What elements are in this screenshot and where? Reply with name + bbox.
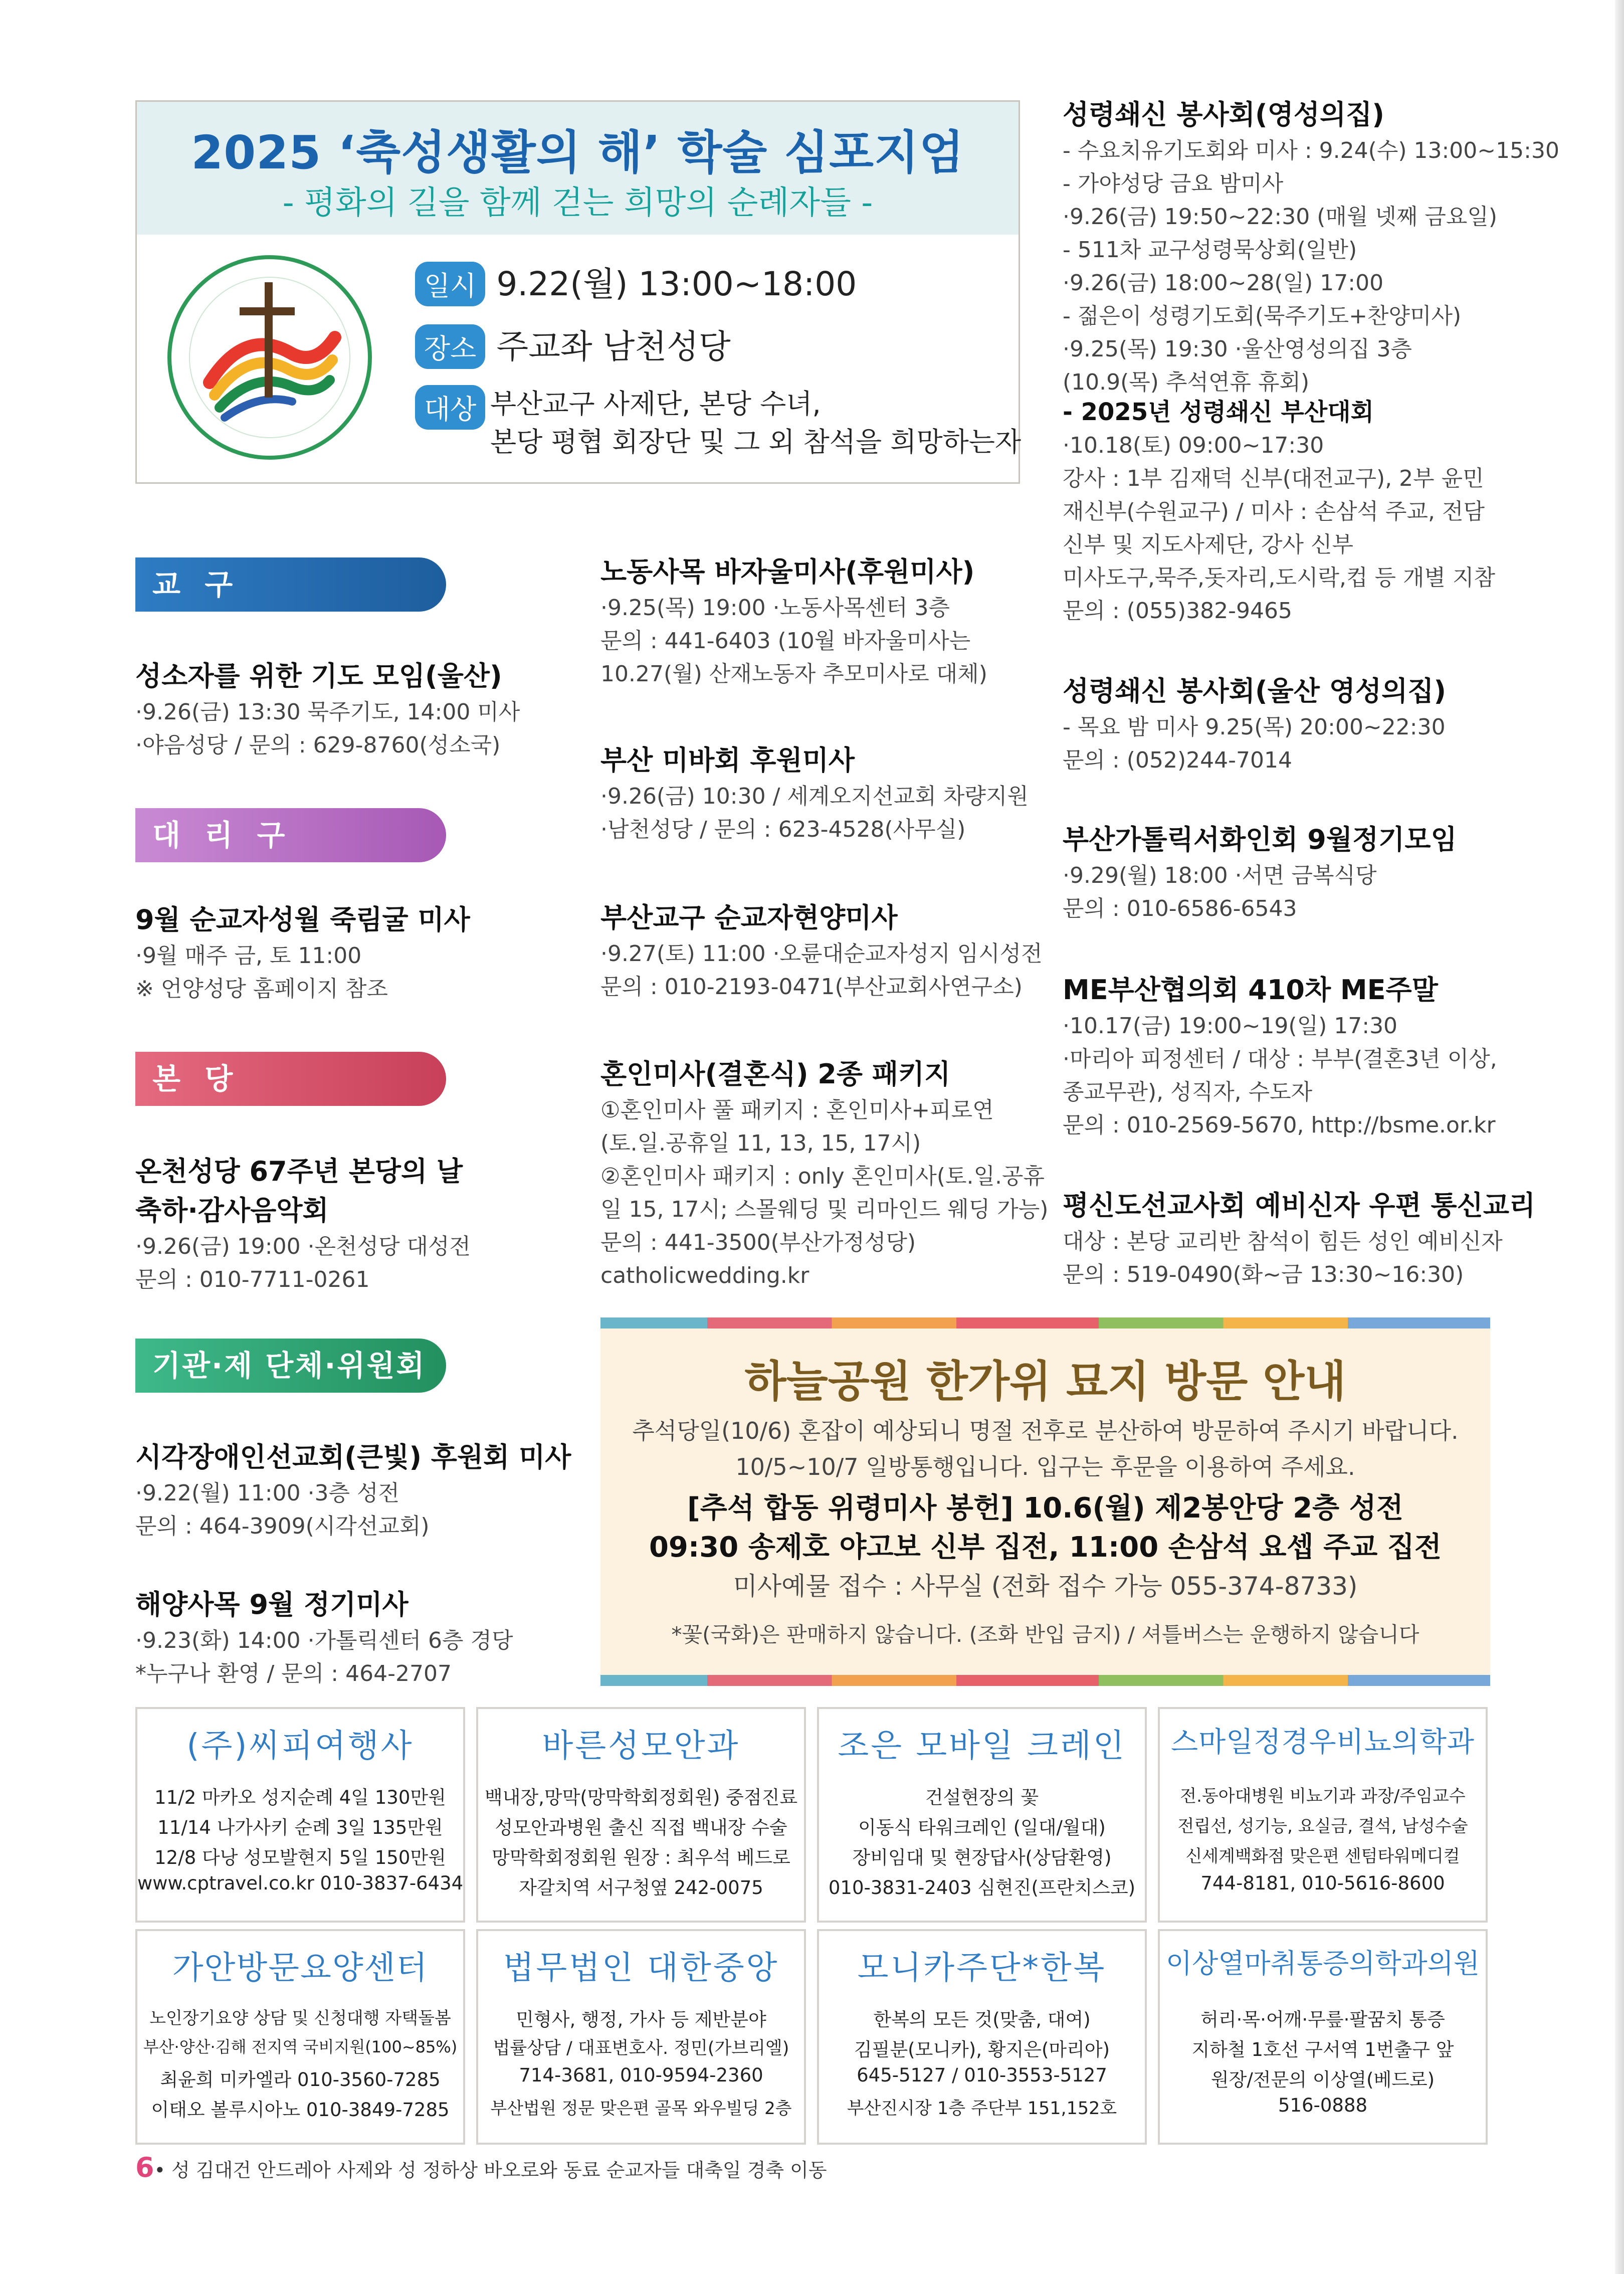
ad-line: 자갈치역 서구청옆 242-0075 <box>519 1877 763 1899</box>
event-line: 문의 : (052)244-7014 <box>1063 747 1292 773</box>
event-mibahoe-mass <box>600 741 1029 846</box>
ad-line: 645-5127 / 010-3553-5127 <box>857 2064 1107 2086</box>
ad-monica-hanbok <box>817 1929 1147 2145</box>
event-line: catholicwedding.kr <box>600 1263 809 1288</box>
ad-law-firm <box>476 1929 806 2145</box>
event-line: ·10.17(금) 19:00~19(일) 17:30 <box>1063 1013 1398 1039</box>
event-line: - 511차 교구성령묵상회(일반) <box>1063 237 1357 263</box>
event-charismatic-renewal <box>1063 95 1559 399</box>
event-busan-convention <box>1063 395 1495 628</box>
event-line: - 수요치유기도회와 미사 : 9.24(수) 13:00~15:30 <box>1063 138 1559 163</box>
ad-line: 010-3831-2403 심현진(프란치스코) <box>828 1877 1136 1899</box>
ad-line: 이동식 타워크레인 (일대/월대) <box>858 1817 1106 1838</box>
symposium-target-row <box>415 385 485 430</box>
event-ulsan-spirit-house <box>1063 672 1446 777</box>
event-line: ·9.26(금) 13:30 묵주기도, 14:00 미사 <box>135 699 520 725</box>
event-line: 문의 : 010-7711-0261 <box>135 1267 370 1292</box>
page-edge-shadow <box>1615 0 1624 2274</box>
target-pill: 대상 <box>415 385 485 430</box>
date-pill: 일시 <box>415 262 485 306</box>
ad-mobile-crane <box>817 1707 1147 1923</box>
ad-line: 성모안과병원 출신 직접 백내장 수술 <box>495 1817 787 1838</box>
event-line: 문의 : 010-2193-0471(부산교회사연구소) <box>600 974 1023 1000</box>
ad-home-care-center <box>135 1929 465 2145</box>
ad-title: 이상열마취통증의학과의원 <box>1166 1948 1480 1979</box>
event-labor-bazaar-mass <box>600 552 987 691</box>
event-line: ※ 언양성당 홈페이지 참조 <box>135 976 388 1002</box>
event-title: 성소자를 위한 기도 모임(울산) <box>135 660 502 692</box>
ad-line: 법률상담 / 대표변호사. 정민(가브리엘) <box>493 2038 789 2058</box>
memorial-mass-celebrants: 09:30 송제호 야고보 신부 집전, 11:00 손삼석 요셉 주교 집전 <box>649 1531 1442 1564</box>
event-line: (10.9(목) 추석연휴 휴회) <box>1063 369 1310 395</box>
symposium-date-row <box>415 257 857 306</box>
section-diocese: 교 구 <box>135 557 446 612</box>
event-line: 문의 : (055)382-9465 <box>1063 598 1292 624</box>
event-visually-impaired-mass <box>135 1438 571 1543</box>
section-parish: 본 당 <box>135 1052 446 1106</box>
event-line: 대상 : 본당 교리반 참석이 힘든 성인 예비신자 <box>1063 1229 1503 1254</box>
event-line: 문의 : 010-6586-6543 <box>1063 896 1297 921</box>
event-line: 문의 : 464-3909(시각선교회) <box>135 1513 430 1539</box>
ad-line: 허리·목·어깨·무릎·팔꿈치 통증 <box>1200 2009 1445 2030</box>
event-title: 부산가톨릭서화인회 9월정기모임 <box>1063 824 1457 855</box>
ad-line: 11/14 나가사키 순례 3일 135만원 <box>157 1817 443 1838</box>
ad-line: 부산·양산·김해 전지역 국비지원(100~85%) <box>143 2037 458 2056</box>
symposium-date: 9.22(월) 13:00~18:00 <box>496 265 857 303</box>
event-martyrs-mass <box>600 898 1043 1004</box>
bottom-color-stripe <box>600 1675 1490 1686</box>
event-title: 부산 미바회 후원미사 <box>600 744 855 776</box>
ad-line: 부산진시장 1층 주단부 151,152호 <box>847 2099 1117 2119</box>
ad-line: 노인장기요양 상담 및 신청대행 자택돌봄 <box>149 2008 451 2028</box>
event-line: 문의 : 441-6403 (10월 바자울미사는 <box>600 628 971 654</box>
event-title: 시각장애인선교회(큰빛) 후원회 미사 <box>135 1441 571 1473</box>
event-line: ·10.18(토) 09:00~17:30 <box>1063 433 1324 458</box>
event-line: ·9.23(화) 14:00 ·가톨릭센터 6층 경당 <box>135 1628 513 1653</box>
event-jukrimgul-mass <box>135 900 470 1006</box>
event-title: ME부산협의회 410차 ME주말 <box>1063 974 1438 1006</box>
event-catechism-by-mail <box>1063 1186 1535 1291</box>
ad-title: 조은 모바일 크레인 <box>838 1728 1126 1765</box>
memorial-mass-info: [추석 합동 위령미사 봉헌] 10.6(월) 제2봉안당 2층 성전 <box>687 1492 1403 1525</box>
event-line: 10.27(월) 산재노동자 추모미사로 대체) <box>600 661 987 687</box>
event-line: 강사 : 1부 김재덕 신부(대전교구), 2부 윤민 <box>1063 466 1484 491</box>
ad-cp-travel <box>135 1707 465 1923</box>
ad-line: 11/2 마카오 성지순례 4일 130만원 <box>154 1787 446 1808</box>
section-vicariate: 대 리 구 <box>135 808 446 862</box>
ad-line: 지하철 1호선 구서역 1번출구 앞 <box>1191 2039 1454 2060</box>
ad-line: 장비임대 및 현장답사(상담환영) <box>852 1847 1112 1868</box>
event-line: - 젊은이 성령기도회(묵주기도+찬양미사) <box>1063 303 1462 329</box>
symposium-place: 주교좌 남천성당 <box>496 327 731 366</box>
memorial-title: 하늘공원 한가위 묘지 방문 안내 <box>744 1357 1346 1407</box>
ad-line: 원장/전문의 이상열(베드로) <box>1210 2069 1435 2091</box>
event-title: 온천성당 67주년 본당의 날 <box>135 1156 463 1187</box>
event-line: ·9.27(토) 11:00 ·오륜대순교자성지 임시성전 <box>600 941 1043 967</box>
event-prayer-meeting <box>135 657 520 762</box>
ad-line: www.cptravel.co.kr 010-3837-6434 <box>137 1872 464 1894</box>
ad-title: 스마일정경우비뇨의학과 <box>1170 1726 1475 1759</box>
event-line: ·9.25(목) 19:30 ·울산영성의집 3층 <box>1063 336 1412 362</box>
event-line: ②혼인미사 패키지 : only 혼인미사(토.일.공휴 <box>600 1164 1045 1189</box>
event-line: ·9.22(월) 11:00 ·3층 성전 <box>135 1480 400 1506</box>
event-line: ·마리아 피정센터 / 대상 : 부부(결혼3년 이상, <box>1063 1046 1497 1072</box>
event-line: ·9월 매주 금, 토 11:00 <box>135 943 362 969</box>
ad-line: 744-8181, 010-5616-8600 <box>1200 1872 1445 1894</box>
event-title: 해양사목 9월 정기미사 <box>135 1589 409 1620</box>
ad-title: 법무법인 대한중앙 <box>503 1950 779 1987</box>
event-line: ·9.26(금) 19:50~22:30 (매월 넷째 금요일) <box>1063 204 1498 230</box>
ad-pain-clinic <box>1158 1929 1488 2145</box>
ad-urology-clinic <box>1158 1707 1488 1923</box>
footer-text: • 성 김대건 안드레아 사제와 성 정하상 바오로와 동료 순교자들 대축일 경축 이동 <box>154 2159 827 2181</box>
event-line: 종교무관), 성직자, 수도자 <box>1063 1079 1313 1105</box>
event-line: 문의 : 010-2569-5670, http://bsme.or.kr <box>1063 1112 1496 1138</box>
section-institutions: 기관·제 단체·위원회 <box>135 1339 446 1393</box>
event-title: 평신도선교사회 예비신자 우편 통신교리 <box>1063 1190 1536 1221</box>
event-title: 9월 순교자성월 죽림굴 미사 <box>135 904 470 935</box>
ad-line: 민형사, 행정, 가사 등 제반분야 <box>516 2009 766 2030</box>
event-line: - 가야성당 금요 밤미사 <box>1063 171 1284 197</box>
event-line: 미사도구,묵주,돗자리,도시락,컵 등 개별 지참 <box>1063 565 1495 591</box>
memorial-offering: 미사예물 접수 : 사무실 (전화 접수 가능 055-374-8733) <box>733 1572 1358 1601</box>
ad-line: 신세계백화점 맞은편 센텀타워메디컬 <box>1185 1846 1460 1866</box>
ad-line: 백내장,망막(망막학회정회원) 중점진료 <box>484 1787 798 1808</box>
symposium-box <box>135 100 1020 484</box>
ad-line: 부산법원 정문 맞은편 골목 와우빌딩 2층 <box>490 2099 792 2119</box>
event-line: 일 15, 17시; 스몰웨딩 및 리마인드 웨딩 가능) <box>600 1197 1049 1222</box>
ad-line: 망막학회정회원 원장 : 최우석 베드로 <box>492 1847 790 1868</box>
event-title-2: 축하·감사음악회 <box>135 1195 329 1226</box>
event-line: 재신부(수원교구) / 미사 : 손삼석 주교, 전담 <box>1063 499 1485 524</box>
event-line: ·9.29(월) 18:00 ·서면 금복식당 <box>1063 863 1377 888</box>
symposium-target <box>490 385 1021 461</box>
event-title: 부산교구 순교자현양미사 <box>600 902 898 933</box>
page-footer <box>135 2152 827 2183</box>
event-title: 혼인미사(결혼식) 2종 패키지 <box>600 1058 951 1090</box>
ad-line: 12/8 다낭 성모발현지 5일 150만원 <box>154 1847 446 1868</box>
event-line: ①혼인미사 풀 패키지 : 혼인미사+피로연 <box>600 1097 994 1123</box>
ad-line: 714-3681, 010-9594-2360 <box>519 2064 763 2086</box>
symposium-place-row <box>415 320 731 369</box>
top-color-stripe <box>600 1317 1490 1329</box>
ad-title: 모니카주단*한복 <box>857 1950 1107 1987</box>
symposium-subtitle: - 평화의 길을 함께 걷는 희망의 순례자들 - <box>282 184 873 222</box>
ad-title: 가안방문요양센터 <box>172 1950 429 1987</box>
event-line: ·남천성당 / 문의 : 623-4528(사무실) <box>600 817 966 842</box>
event-oncheon-anniversary <box>135 1152 471 1296</box>
event-me-weekend <box>1063 971 1497 1142</box>
event-line: ·9.26(금) 10:30 / 세계오지선교회 차량지원 <box>600 784 1029 809</box>
memorial-line-2: 10/5~10/7 일방통행입니다. 입구는 후문을 이용하여 주세요. <box>735 1453 1355 1480</box>
target-line-2: 본당 평협 회장단 및 그 외 참석을 희망하는자 <box>490 426 1022 458</box>
memorial-note: *꽃(국화)은 판매하지 않습니다. (조화 반입 금지) / 셔틀버스는 운행하지 않습니다 <box>671 1622 1419 1647</box>
ad-title: 바른성모안과 <box>542 1728 740 1765</box>
event-wedding-package <box>600 1055 1048 1292</box>
ad-line: 전.동아대병원 비뇨기과 과장/주임교수 <box>1180 1786 1466 1806</box>
event-line: 문의 : 441-3500(부산가정성당) <box>600 1230 916 1255</box>
place-pill: 장소 <box>415 324 485 369</box>
event-maritime-mass <box>135 1585 513 1690</box>
event-line: *누구나 환영 / 문의 : 464-2707 <box>135 1661 452 1686</box>
event-line: ·야음성당 / 문의 : 629-8760(성소국) <box>135 732 501 758</box>
event-line: ·9.25(목) 19:00 ·노동사목센터 3층 <box>600 595 950 621</box>
event-line: - 목요 밤 미사 9.25(목) 20:00~22:30 <box>1063 714 1446 740</box>
event-title: 성령쇄신 봉사회(울산 영성의집) <box>1063 675 1447 707</box>
event-title: 노동사목 바자울미사(후원미사) <box>600 556 975 588</box>
event-title: 성령쇄신 봉사회(영성의집) <box>1063 99 1384 130</box>
ad-line: 최윤희 미카엘라 010-3560-7285 <box>160 2069 441 2091</box>
event-line: 신부 및 지도사제단, 강사 신부 <box>1063 532 1353 557</box>
event-line: ·9.26(금) 19:00 ·온천성당 대성전 <box>135 1234 471 1259</box>
event-line: ·9.26(금) 18:00~28(일) 17:00 <box>1063 270 1384 296</box>
ad-line: 전립선, 성기능, 요실금, 결석, 남성수술 <box>1177 1816 1468 1836</box>
ad-bareun-eye-clinic <box>476 1707 806 1923</box>
ad-line: 한복의 모든 것(맞춤, 대여) <box>873 2009 1091 2030</box>
event-title: - 2025년 성령쇄신 부산대회 <box>1063 398 1374 426</box>
event-line: 문의 : 519-0490(화~금 13:30~16:30) <box>1063 1262 1464 1287</box>
memorial-notice-box <box>600 1317 1490 1686</box>
year-of-consecrated-life-logo <box>164 252 375 463</box>
event-calligraphy-meeting <box>1063 820 1457 925</box>
event-line: (토.일.공휴일 11, 13, 15, 17시) <box>600 1130 921 1156</box>
memorial-line-1: 추석당일(10/6) 혼잡이 예상되니 명절 전후로 분산하여 방문하여 주시기 바랍니다. <box>632 1417 1459 1444</box>
ad-line: 건설현장의 꽃 <box>925 1787 1039 1808</box>
page-number: 6 <box>135 2152 154 2183</box>
ad-line: 516-0888 <box>1278 2095 1368 2116</box>
target-line-1: 부산교구 사제단, 본당 수녀, <box>490 388 821 420</box>
symposium-title: 2025 ‘축성생활의 해’ 학술 심포지엄 <box>191 126 964 179</box>
ad-line: 김필분(모니카), 황지은(마리아) <box>854 2039 1110 2060</box>
ad-line: 이태오 볼루시아노 010-3849-7285 <box>151 2099 450 2121</box>
ad-title: (주)씨피여행사 <box>186 1728 414 1765</box>
